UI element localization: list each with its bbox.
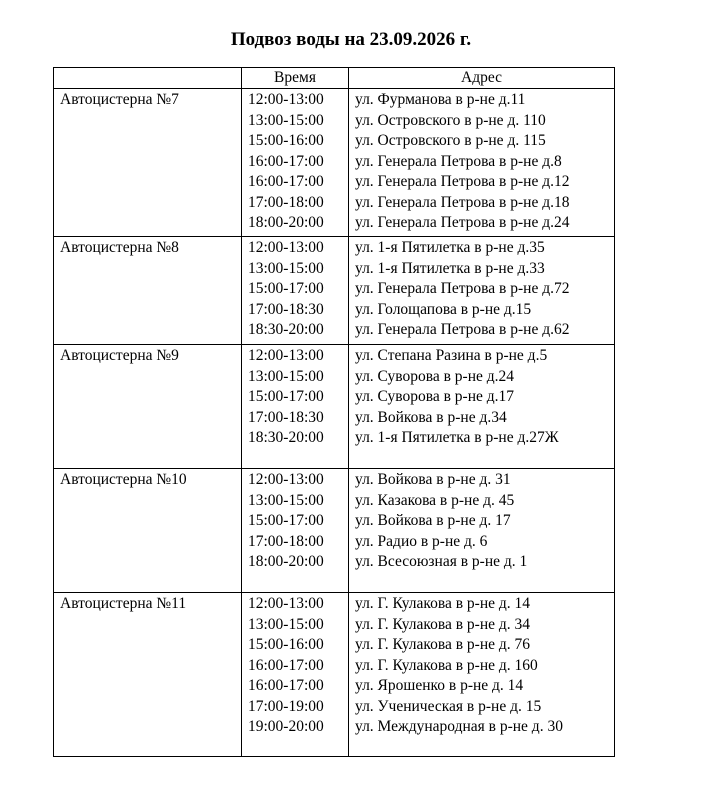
time-slot: 16:00-17:00 [248, 656, 324, 674]
time-slot: 12:00-13:00 [248, 471, 324, 488]
address-cell [349, 345, 615, 469]
time-slot: 17:00-18:30 [248, 408, 324, 426]
table-row [54, 593, 615, 757]
time-slot: 18:00-20:00 [248, 214, 324, 231]
address-entry: ул. Г. Кулакова в р-не д. 160 [355, 656, 538, 674]
table-row [54, 345, 615, 469]
address-entry: ул. Всесоюзная в р-не д. 1 [355, 553, 528, 570]
time-cell [242, 469, 349, 593]
vehicle-name: Автоцистерна №7 [60, 91, 179, 108]
time-slot: 15:00-17:00 [248, 388, 324, 405]
address-entry: ул. Международная в р-не д. 30 [355, 718, 563, 735]
table-row [54, 237, 615, 345]
time-slot: 16:00-17:00 [248, 173, 324, 190]
vehicle-name: Автоцистерна №8 [60, 239, 179, 256]
address-entry: ул. Островского в р-не д. 115 [355, 132, 546, 149]
header-vehicle [54, 68, 242, 89]
address-cell [349, 469, 615, 593]
time-slot: 17:00-18:00 [248, 193, 324, 211]
time-cell [242, 593, 349, 757]
table-row [54, 89, 615, 237]
address-entry: ул. Ученическая в р-не д. 15 [355, 697, 542, 715]
vehicle-cell [54, 237, 242, 345]
address-cell [349, 237, 615, 345]
time-cell [242, 237, 349, 345]
address-entry: ул. 1-я Пятилетка в р-не д.35 [355, 239, 545, 256]
time-slot: 12:00-13:00 [248, 91, 324, 108]
address-entry: ул. 1-я Пятилетка в р-не д.27Ж [355, 429, 559, 446]
address-entry: ул. Фурманова в р-не д.11 [355, 91, 526, 108]
address-entry: ул. Островского в р-не д. 110 [355, 111, 546, 129]
time-slot: 18:30-20:00 [248, 429, 324, 446]
address-cell [349, 593, 615, 757]
address-entry: ул. Степана Разина в р-не д.5 [355, 347, 548, 364]
time-slot: 17:00-19:00 [248, 697, 324, 715]
address-entry: ул. 1-я Пятилетка в р-не д.33 [355, 259, 545, 277]
address-entry: ул. Суворова в р-не д.24 [355, 367, 515, 385]
address-entry: ул. Радио в р-не д. 6 [355, 532, 488, 550]
time-slot: 12:00-13:00 [248, 595, 324, 612]
address-entry: ул. Войкова в р-не д. 17 [355, 512, 511, 529]
table-header-row [54, 68, 615, 89]
time-slot: 12:00-13:00 [248, 239, 324, 256]
address-entry: ул. Ярошенко в р-не д. 14 [355, 677, 524, 694]
time-cell [242, 345, 349, 469]
time-slot: 15:00-17:00 [248, 512, 324, 529]
page-title: Подвоз воды на 23.09.2026 г. [230, 29, 472, 50]
address-entry: ул. Генерала Петрова в р-не д.24 [355, 214, 570, 231]
address-entry: ул. Генерала Петрова в р-не д.12 [355, 173, 570, 190]
vehicle-cell [54, 469, 242, 593]
address-entry: ул. Генерала Петрова в р-не д.8 [355, 152, 562, 170]
vehicle-name: Автоцистерна №9 [60, 347, 179, 364]
vehicle-name: Автоцистерна №10 [60, 471, 187, 488]
address-entry: ул. Г. Кулакова в р-не д. 34 [355, 615, 531, 633]
address-entry: ул. Казакова в р-не д. 45 [355, 491, 515, 509]
water-delivery-table [53, 67, 615, 757]
time-slot: 18:00-20:00 [248, 553, 324, 570]
time-slot: 13:00-15:00 [248, 491, 324, 509]
address-entry: ул. Генерала Петрова в р-не д.72 [355, 280, 570, 297]
address-entry: ул. Генерала Петрова в р-не д.62 [355, 321, 570, 338]
table-row [54, 469, 615, 593]
address-entry: ул. Войкова в р-не д. 31 [355, 471, 511, 488]
time-slot: 13:00-15:00 [248, 615, 324, 633]
address-entry: ул. Голощапова в р-не д.15 [355, 300, 532, 318]
address-entry: ул. Войкова в р-не д.34 [355, 408, 507, 426]
address-entry: ул. Г. Кулакова в р-не д. 14 [355, 595, 531, 612]
header-address: Адрес [349, 68, 615, 89]
address-entry: ул. Генерала Петрова в р-не д.18 [355, 193, 570, 211]
table-body [54, 89, 615, 757]
time-slot: 13:00-15:00 [248, 259, 324, 277]
address-entry: ул. Г. Кулакова в р-не д. 76 [355, 636, 531, 653]
time-slot: 17:00-18:30 [248, 300, 324, 318]
header-time: Время [242, 68, 349, 89]
vehicle-name: Автоцистерна №11 [60, 595, 187, 612]
time-slot: 18:30-20:00 [248, 321, 324, 338]
vehicle-cell [54, 345, 242, 469]
vehicle-cell [54, 89, 242, 237]
time-slot: 15:00-17:00 [248, 280, 324, 297]
vehicle-cell [54, 593, 242, 757]
time-slot: 16:00-17:00 [248, 677, 324, 694]
time-slot: 16:00-17:00 [248, 152, 324, 170]
time-cell [242, 89, 349, 237]
time-slot: 13:00-15:00 [248, 111, 324, 129]
time-slot: 13:00-15:00 [248, 367, 324, 385]
time-slot: 15:00-16:00 [248, 636, 324, 653]
time-slot: 17:00-18:00 [248, 532, 324, 550]
time-slot: 19:00-20:00 [248, 718, 324, 735]
address-entry: ул. Суворова в р-не д.17 [355, 388, 515, 405]
address-cell [349, 89, 615, 237]
time-slot: 15:00-16:00 [248, 132, 324, 149]
time-slot: 12:00-13:00 [248, 347, 324, 364]
